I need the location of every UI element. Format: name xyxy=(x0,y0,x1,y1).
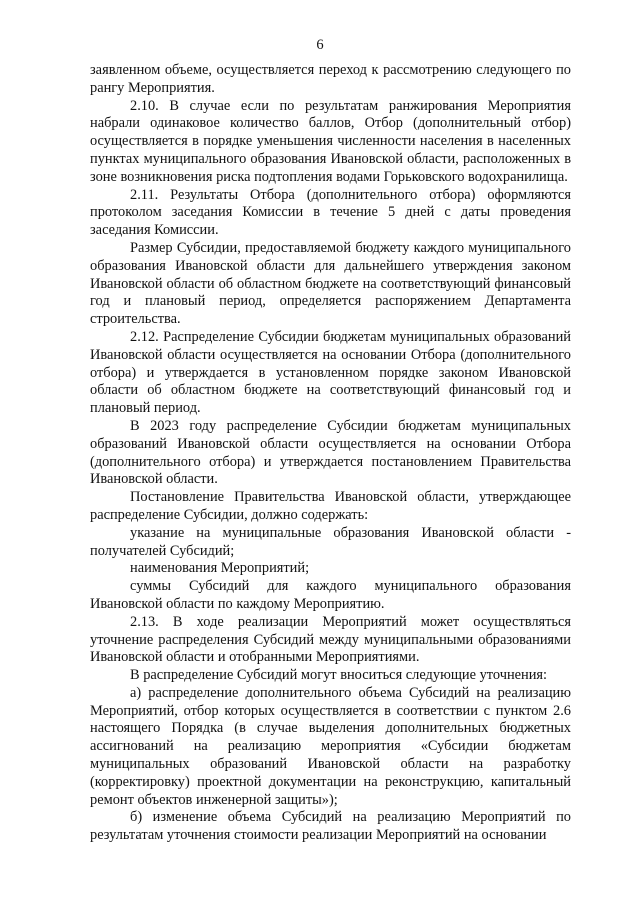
paragraph-resolution-contents: Постановление Правительства Ивановской области, утверждающее распределение Субсидии, должно содержать: xyxy=(90,489,571,523)
paragraph-2023-distribution: В 2023 году распределение Субсидии бюджетам муниципальных образований Ивановской области осуществляется на основании Отбора (дополнительного отбора) и утверждается постановлением Правительства Ивановской области. xyxy=(90,417,571,488)
list-item-b: б) изменение объема Субсидий на реализацию Мероприятий по результатам уточнения стоимости реализации Мероприятий на основании xyxy=(90,809,571,844)
paragraph-2-12: 2.12. Распределение Субсидии бюджетам муниципальных образований Ивановской области осуществляется на основании Отбора (дополнительного отбора) и утверждается в установленном порядке законом Ивановской области об областном бюджете на соответствующий финансовый год и плановый период. xyxy=(90,328,571,417)
list-item-recipients: указание на муниципальные образования Ивановской области - получателей Субсидий; xyxy=(90,524,571,559)
page-number: 6 xyxy=(316,37,324,53)
paragraph-clarifications: В распределение Субсидий могут вноситься следующие уточнения: xyxy=(130,667,548,684)
list-item-subsidy-amounts: суммы Субсидий для каждого муниципального образования Ивановской области по каждому Мероприятию. xyxy=(90,578,571,612)
paragraph-2-10: 2.10. В случае если по результатам ранжирования Мероприятия набрали одинаковое количество баллов, Отбор (дополнительный отбор) осуществляется в порядке уменьшения численности населения в населенных пунктах муниципального образования Ивановской области, расположенных в зоне возникновения риска подтопления водами Горьковского водохранилища. xyxy=(90,97,571,185)
paragraph-continuation: заявленном объеме, осуществляется переход к рассмотрению следующего по рангу Мероприятия. xyxy=(90,62,571,96)
paragraph-2-11: 2.11. Результаты Отбора (дополнительного отбора) оформляются протоколом заседания Комиссии в течение 5 дней с даты проведения заседания Комиссии. xyxy=(90,186,571,239)
list-item-event-names: наименования Мероприятий; xyxy=(130,560,310,577)
document-body xyxy=(90,62,571,845)
paragraph-subsidy-size: Размер Субсидии, предоставляемой бюджету каждого муниципального образования Ивановской области для дальнейшего утверждения законом Ивановской области об областном бюджете на соответствующий финансовый год и плановый период, определяется распоряжением Департамента строительства. xyxy=(90,239,571,328)
list-item-a: а) распределение дополнительного объема Субсидий на реализацию Мероприятий, отбор которых осуществляется в соответствии с пунктом 2.6 настоящего Порядка (в случае выделения дополнительных бюджетных ассигнований на реализацию мероприятия «Субсидии бюджетам муниципальных образований Ивановской области на разработку (корректировку) проектной документации на реконструкцию, капитальный ремонт объектов инженерной защиты»); xyxy=(90,684,571,808)
paragraph-2-13: 2.13. В ходе реализации Мероприятий может осуществляться уточнение распределения Субсидий между муниципальными образованиями Ивановской области и отобранными Мероприятиями. xyxy=(90,613,571,666)
